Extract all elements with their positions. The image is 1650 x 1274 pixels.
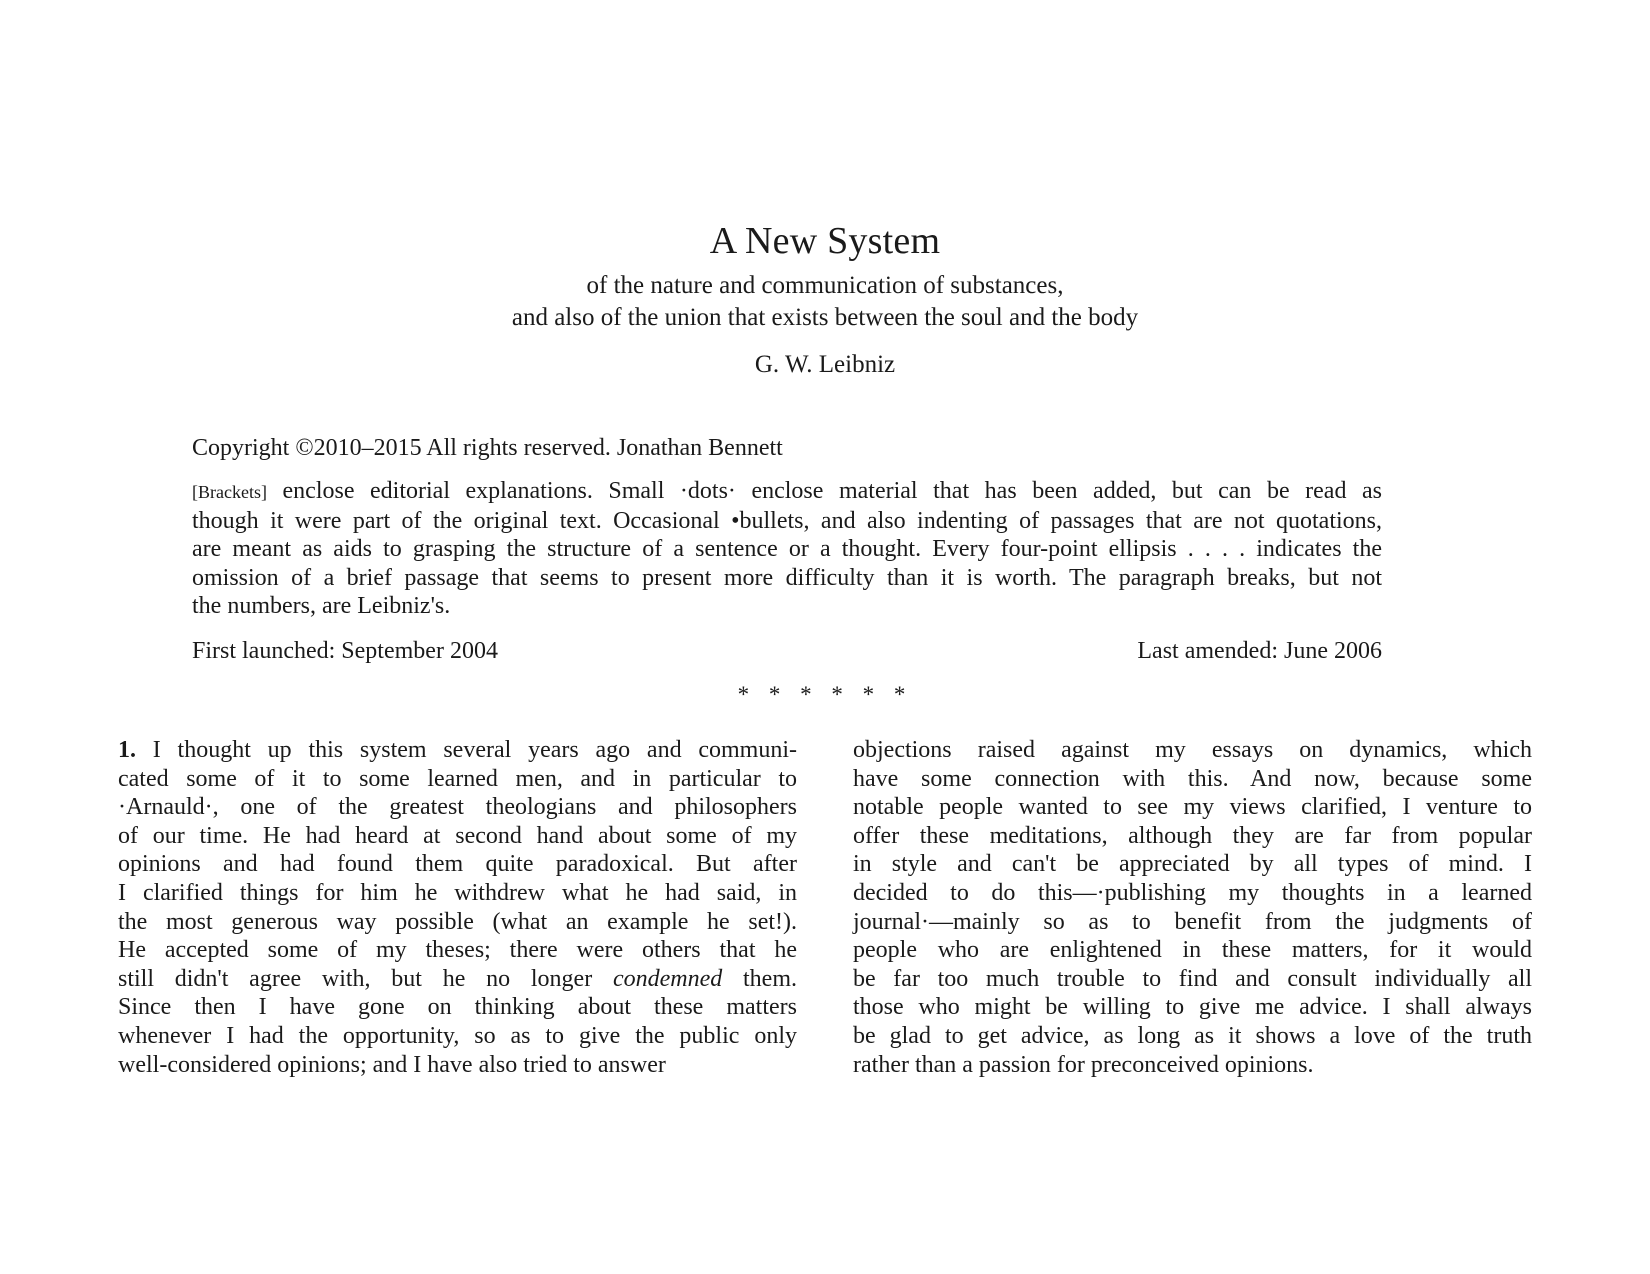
body-columns [118, 736, 1532, 1079]
copyright-notice: Copyright ©2010–2015 All rights reserved. Jonathan Bennett [192, 435, 783, 461]
body-line: journal·—mainly so as to benefit from the judgments of [853, 908, 1532, 935]
body-line: offer these meditations, although they are far from popular [853, 822, 1532, 849]
body-line: notable people wanted to see my views clarified, I venture to [853, 794, 1532, 821]
body-line: He accepted some of my theses; there were others that he [118, 937, 797, 964]
body-line: be far too much trouble to find and consult individually all [853, 965, 1532, 992]
body-line: I clarified things for him he withdrew what he had said, in [118, 879, 797, 906]
front-matter [192, 432, 1382, 667]
paragraph-1-right [853, 736, 1532, 1079]
document-author: G. W. Leibniz [754, 351, 896, 378]
body-line: ·Arnauld·, one of the greatest theologians and philosophers [118, 794, 797, 821]
editorial-note-line: are meant as aids to grasping the structure of a sentence or a thought. Every four-point ellipsis . . . . indicates the [192, 536, 1382, 562]
body-line: the most generous way possible (what an example he set!). [118, 908, 797, 935]
page-title: A New System [709, 220, 941, 262]
body-line-text: still didn't agree with, but he no longer [118, 965, 613, 992]
body-line: well-considered opinions; and I have also tried to answer [118, 1051, 666, 1078]
section-separator: * * * * * * [737, 682, 913, 707]
paragraph-number: 1. [118, 737, 136, 763]
body-line: in style and can't be appreciated by all types of mind. I [853, 851, 1532, 878]
body-line: opinions and had found them quite paradoxical. But after [118, 851, 797, 878]
editorial-conventions-note [192, 477, 1382, 621]
document-subtitle-line-1: of the nature and communication of substances, [586, 272, 1064, 299]
editorial-note-line-text: enclose editorial explanations. Small ·dots· enclose material that has been added, but can be read as [266, 478, 1382, 504]
body-line: be glad to get advice, as long as it shows a love of the truth [853, 1022, 1532, 1049]
body-line: cated some of it to some learned men, and in particular to [118, 765, 797, 792]
body-line-text: I thought up this system several years ago and communi- [136, 737, 797, 763]
body-line: people who are enlightened in these matters, for it would [853, 937, 1532, 964]
body-line-text-tail: them. [722, 965, 797, 992]
paragraph-1-left [118, 736, 797, 1079]
body-line: of our time. He had heard at second hand about some of my [118, 822, 797, 849]
body-line [118, 965, 797, 994]
body-line: decided to do this—·publishing my thoughts in a learned [853, 879, 1532, 906]
first-launched-date: First launched: September 2004 [192, 637, 498, 664]
emphasis-word: condemned [612, 965, 723, 992]
brackets-label: [Brackets] [192, 482, 267, 502]
body-line [118, 736, 797, 765]
body-line: Since then I have gone on thinking about these matters [118, 994, 797, 1021]
body-line: those who might be willing to give me advice. I shall always [853, 994, 1532, 1021]
editorial-note-line: though it were part of the original text. Occasional •bullets, and also indenting of passages that are not quotations, [192, 507, 1382, 534]
editorial-note-line [192, 477, 1382, 507]
title-block [0, 218, 1650, 334]
body-line: objections raised against my essays on dynamics, which [853, 737, 1532, 763]
body-line: rather than a passion for preconceived opinions. [853, 1051, 1314, 1078]
editorial-note-line: the numbers, are Leibniz's. [192, 593, 451, 619]
editorial-note-line: omission of a brief passage that seems to present more difficulty than it is worth. The paragraph breaks, but not [192, 564, 1382, 591]
document-subtitle-line-2: and also of the union that exists between the soul and the body [511, 304, 1139, 331]
last-amended-date: Last amended: June 2006 [1137, 637, 1382, 664]
body-line: whenever I had the opportunity, so as to give the public only [118, 1022, 797, 1049]
body-line: have some connection with this. And now, because some [853, 765, 1532, 792]
left-column [118, 736, 797, 1079]
right-column [853, 736, 1532, 1079]
publication-dates [192, 635, 1382, 667]
